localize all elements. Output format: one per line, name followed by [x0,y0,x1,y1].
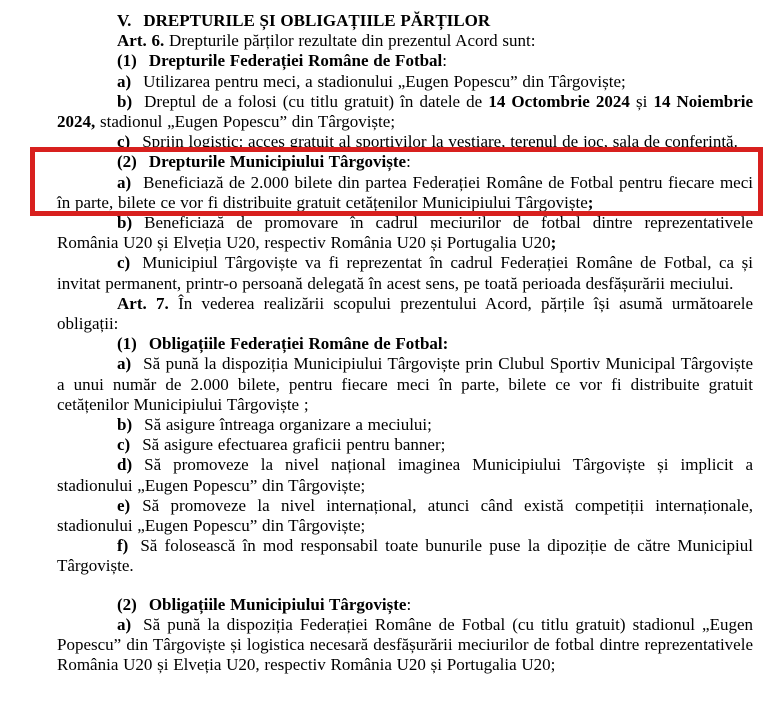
text-run: Drepturile părților rezultate din prezentul Acord sunt: [164,31,536,51]
text-run: Să folosească în mod responsabil toate bunurile puse la dipoziție de către Municipiul Târgoviște. [57,536,753,576]
text-run: Să pună la dispoziția Federației Române de Fotbal (cu titlu gratuit) stadionul „Eugen Popescu” din Târgoviște și logistica necesară desfășurării meciurilor de fotbal dintre reprezentativele România U20 și Elveția U20, respectiv România U20 și Portugalia U20; [57,614,753,675]
art-6-sec-1-item-c [57,132,753,152]
text-run-bold: a) [117,614,132,634]
text-run-bold: a) [117,172,132,192]
art-6-sec-2-heading [57,152,753,172]
text-run-bold: (2) [117,152,137,172]
art-7-sec-1-item-d [57,455,753,495]
text-run-bold: Drepturile Federației Române de Fotbal [148,51,443,71]
art-7-sec-2-item-a [57,615,753,676]
text-run-bold: e) [117,495,131,515]
text-run-bold: c) [117,253,131,273]
text-run-bold: f) [117,536,129,556]
text-run: Să promoveze la nivel internațional, atunci când există competiții internaționale, stadionului „Eugen Popescu” din Târgoviște; [57,495,753,536]
text-run-bold: (1) [117,334,137,354]
text-run-bold: Drepturile Municipiului Târgoviște [148,152,407,172]
text-run-bold: a) [117,354,132,374]
art-6-sec-1-heading [57,51,753,71]
document-section-after-highlight [57,213,753,675]
text-run-bold: Obligațiile Federației Române de Fotbal: [148,334,449,354]
text-run-bold: a) [117,71,132,91]
text-run-bold: (2) [117,594,137,614]
art-7-sec-1-item-e [57,496,753,536]
art-6-sec-2-item-b [57,213,753,253]
text-run-bold: (1) [117,51,137,71]
text-run-bold: Obligațiile Municipiului Târgoviște [148,594,407,614]
art-7-sec-1-item-f [57,536,753,576]
text-run-bold: V. [117,11,132,30]
text-run: : [406,594,412,614]
art-6-sec-1-item-b [57,92,753,132]
text-run-bold: d) [117,455,133,475]
text-run-bold: 14 Noiembrie 2024, [57,91,754,132]
text-run-bold: 14 Octombrie 2024 [488,91,630,111]
text-run: În vederea realizării scopului prezentului Acord, părțile își asumă următoarele obligații: [57,293,754,334]
text-run-bold: b) [117,415,133,435]
art-6-intro [57,31,753,51]
document-section-before-highlight [57,11,753,152]
text-run-bold: b) [117,213,133,233]
text-run-bold: c) [117,435,131,455]
text-run: : [442,51,448,71]
text-run-bold: DREPTURILE ȘI OBLIGAȚIILE PĂRȚILOR [143,11,491,30]
text-run-bold: ; [587,192,594,212]
text-run-bold: b) [117,91,133,111]
art-7-sec-2-heading [57,595,753,615]
text-run: Utilizarea pentru meci, a stadionului „Eugen Popescu” din Târgoviște; [143,71,626,91]
art-6-sec-2-item-c [57,253,753,293]
text-run-bold: c) [117,132,131,152]
art-7-sec-1-item-b [57,415,753,435]
text-run: Dreptul de a folosi (cu titlu gratuit) în datele de [144,91,489,111]
text-run: : [406,152,411,172]
text-run: Sprijn logistic: acces gratuit al sportivilor la vestiare, terenul de joc, sala de conferință. [142,132,738,152]
highlight-box [57,152,753,213]
chapter-heading [57,11,753,31]
art-6-sec-1-item-a [57,72,753,92]
blank-line [57,577,753,595]
text-run: și [629,91,654,111]
text-run: stadionul „Eugen Popescu” din Târgoviște; [95,112,396,132]
text-run: Să pună la dispoziția Municipiului Târgoviște prin Clubul Sportiv Municipal Târgoviște a unui număr de 2.000 bilete, pentru fiecare meci în parte, bilete ce vor fi distribuite gratuit cetățenilor Municipiului Târgoviște ; [57,354,753,414]
text-run-bold: ; [550,233,557,253]
art-7-sec-1-item-c [57,435,753,455]
text-run: Municipiul Târgoviște va fi reprezentat în cadrul Federației Române de Fotbal, ca și invitat permanent, printr-o persoană delegată în acest sens, pe toată perioada desfășurării meciului. [57,253,753,293]
art-7-intro [57,294,753,334]
text-run: Să asigure întreaga organizare a meciului; [144,415,432,435]
art-6-sec-2-item-a [57,173,753,213]
text-run-bold: Art. 6. [117,31,165,51]
art-7-sec-1-item-a [57,354,753,415]
text-run: Să promoveze la nivel național imaginea Municipiului Târgoviște și implicit a stadionului „Eugen Popescu” din Târgoviște; [57,455,753,495]
art-7-sec-1-heading [57,334,753,354]
text-run: Beneficiază de promovare în cadrul meciurilor de fotbal dintre reprezentativele România U20 și Elveția U20, respectiv România U20 și Portugalia U20 [57,213,753,253]
text-run-bold: Art. 7. [117,293,169,313]
text-run: Să asigure efectuarea graficii pentru banner; [142,435,446,455]
text-run: Beneficiază de 2.000 bilete din partea Federației Române de Fotbal pentru fiecare meci în parte, bilete ce vor fi distribuite gratuit cetățenilor Municipiului Târgoviște [57,172,753,212]
